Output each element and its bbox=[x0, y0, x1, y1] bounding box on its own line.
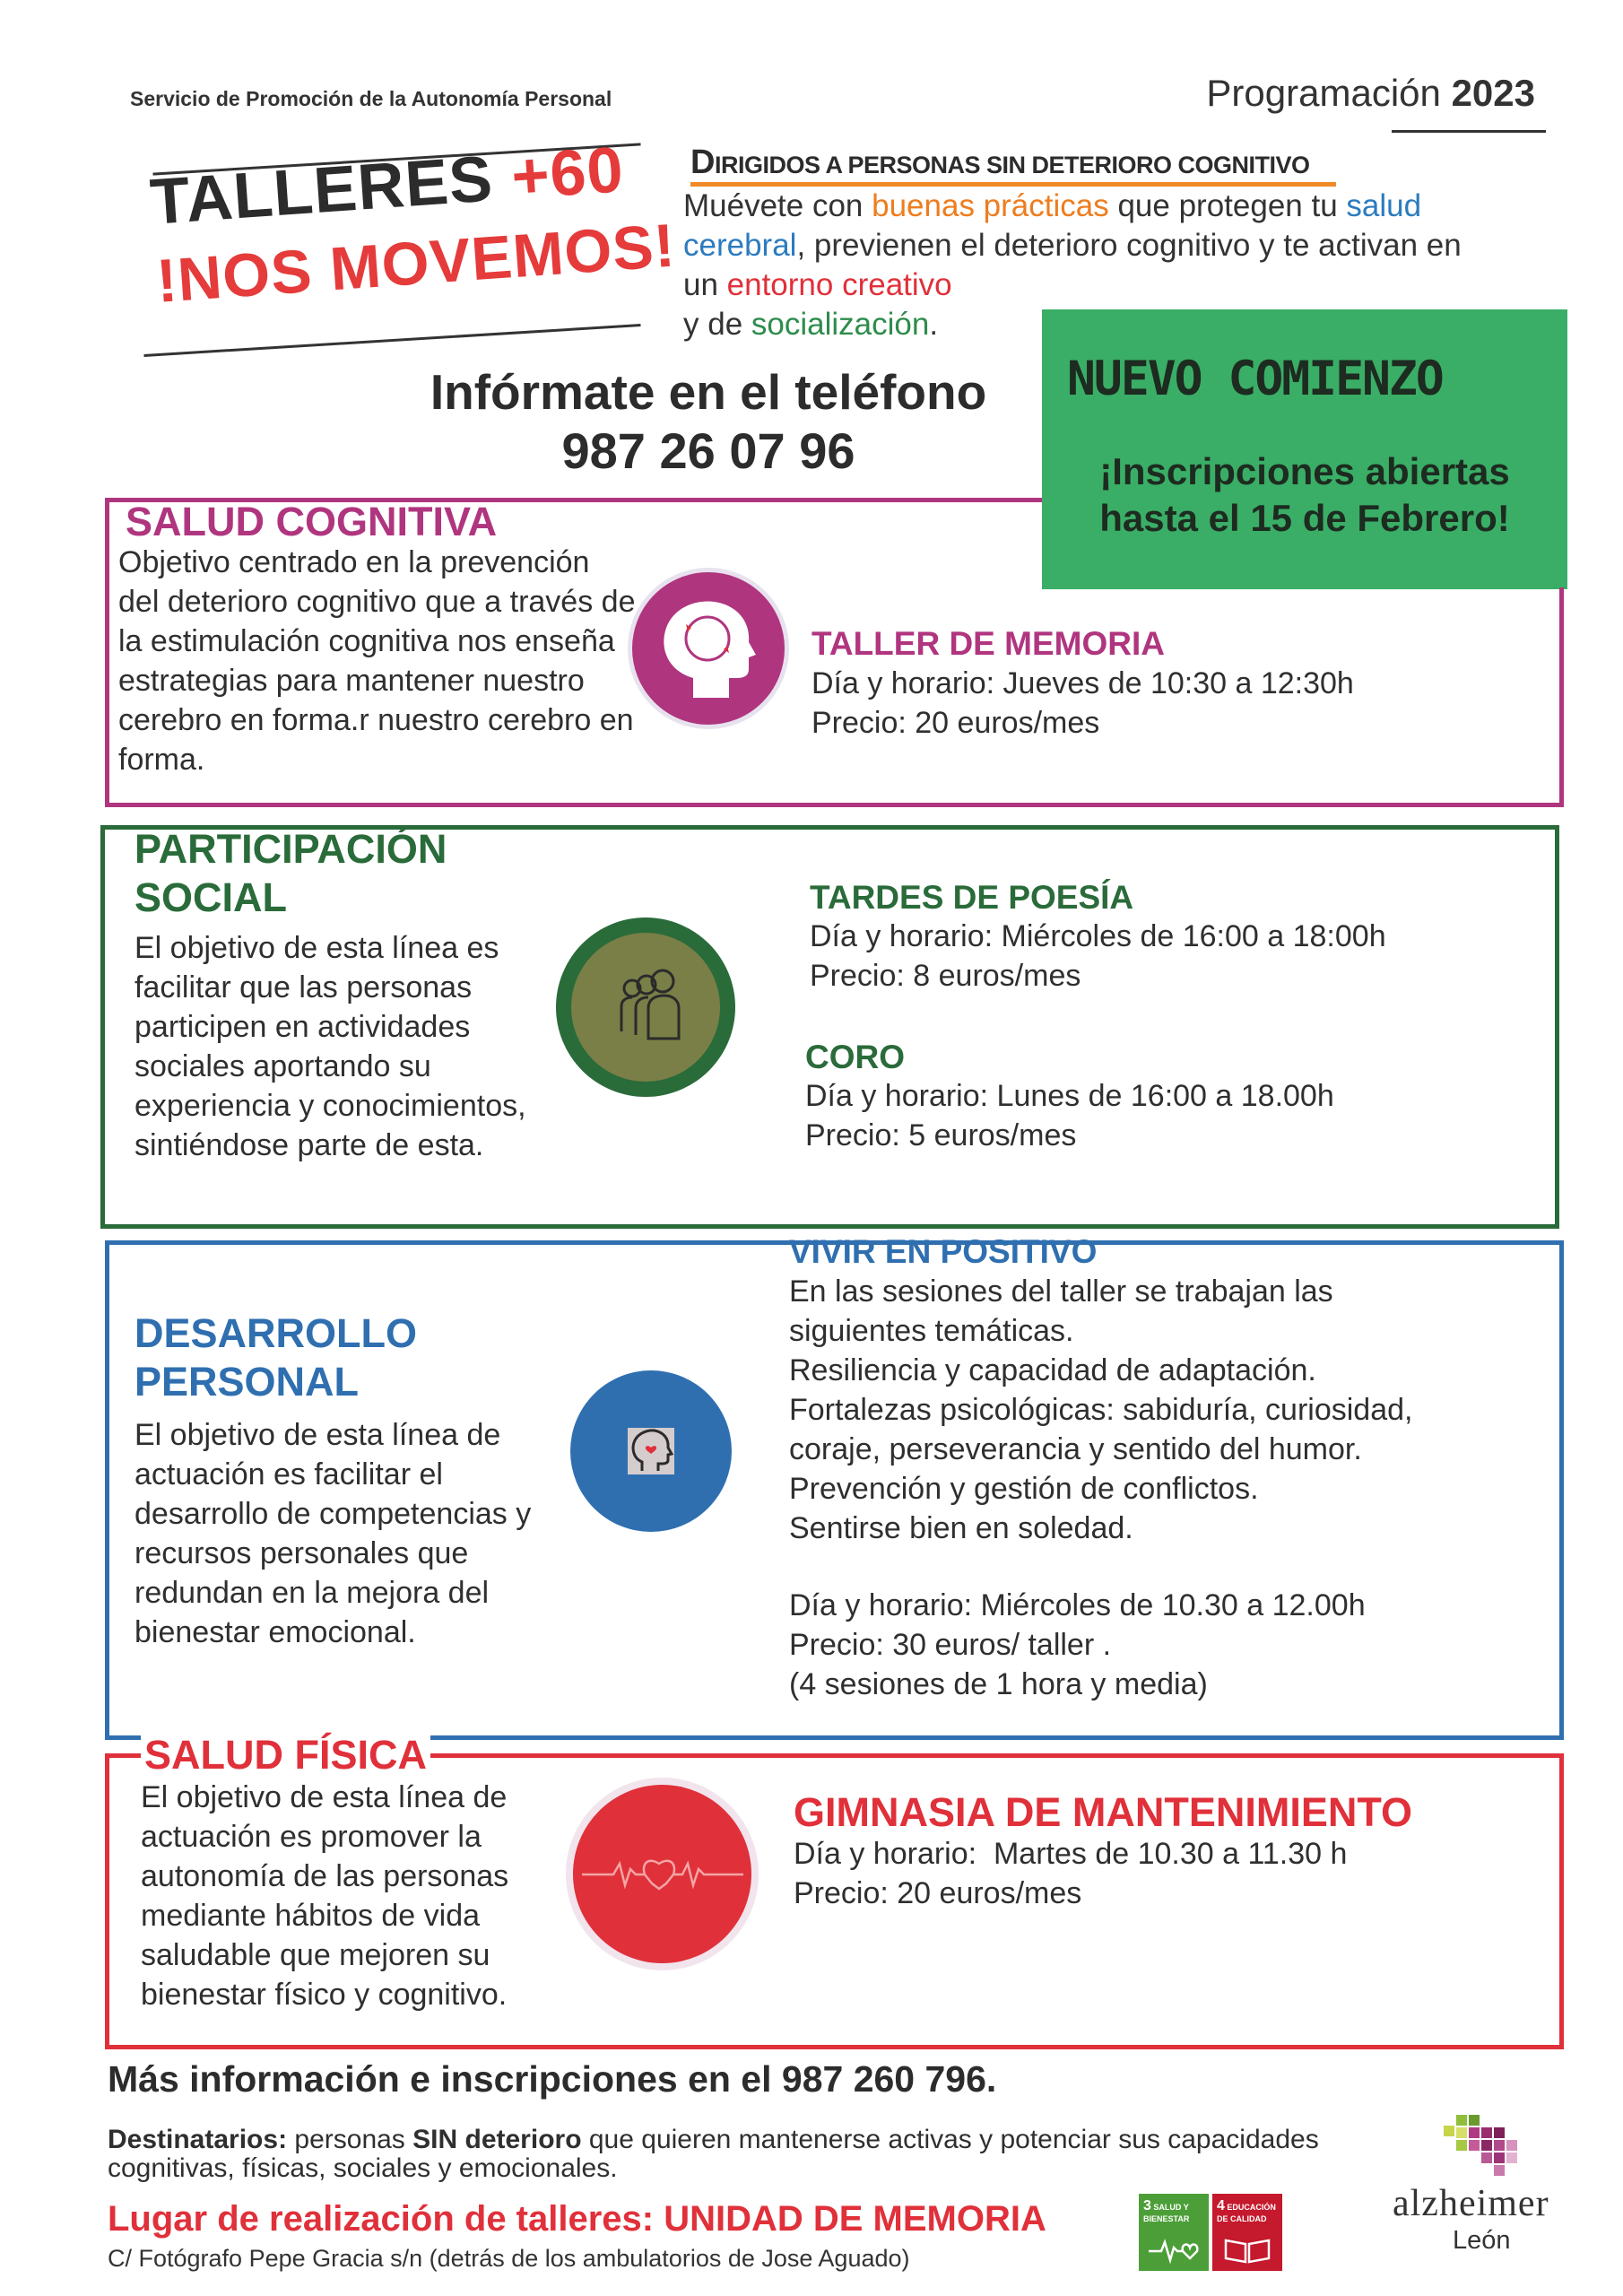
recipients-label: Destinatarios: bbox=[108, 2125, 288, 2154]
audience-heading-rest: IRIGIDOS A PERSONAS SIN DETERIORO COGNITIVO bbox=[714, 152, 1310, 178]
cognitive-border-bottom bbox=[105, 803, 1564, 807]
program-year: 2023 bbox=[1451, 72, 1535, 114]
sdg3-number: 3 bbox=[1143, 2198, 1151, 2213]
choir-workshop-price: Precio: 5 euros/mes bbox=[805, 1118, 1077, 1152]
alzheimer-logo-city: León bbox=[1453, 2226, 1511, 2255]
program-label bbox=[1206, 72, 1535, 115]
recipients-bold: SIN deterioro bbox=[412, 2125, 582, 2154]
positive-workshop-schedule: Día y horario: Miércoles de 10.30 a 12.00h bbox=[789, 1588, 1366, 1622]
memory-workshop-price: Precio: 20 euros/mes bbox=[812, 706, 1100, 740]
cognitive-description: Objetivo centrado en la prevención del deterioro cognitivo que a través de la estimulación cognitiva nos enseña estrategias para mantener nuestro cerebro en forma.r nuestro cerebro en forma. bbox=[118, 545, 636, 777]
banner-text bbox=[1042, 448, 1567, 542]
sdg4-book-icon bbox=[1220, 2233, 1274, 2266]
poetry-workshop-price: Precio: 8 euros/mes bbox=[810, 959, 1081, 993]
program-underline bbox=[1392, 130, 1546, 133]
positive-workshop-line: Prevención y gestión de conflictos. bbox=[789, 1472, 1259, 1506]
contact-phone[interactable]: 987 26 07 96 bbox=[561, 422, 855, 479]
positive-workshop-line: Sentirse bien en soledad. bbox=[789, 1511, 1133, 1545]
intro-part: . bbox=[929, 307, 939, 342]
people-group-svg bbox=[571, 933, 720, 1082]
positive-workshop-line: En las sesiones del taller se trabajan las bbox=[789, 1274, 1333, 1309]
intro-highlight-creative: entorno creativo bbox=[726, 267, 952, 302]
social-title-line-1: PARTICIPACIÓN bbox=[135, 826, 447, 872]
social-title bbox=[135, 825, 447, 922]
cognitive-title: SALUD COGNITIVA bbox=[126, 499, 498, 544]
personal-title-line-2: PERSONAL bbox=[135, 1359, 360, 1405]
heartbeat-circle bbox=[573, 1785, 751, 1963]
title-rule-bottom bbox=[143, 324, 640, 357]
physical-title: SALUD FÍSICA bbox=[141, 1731, 430, 1779]
recipients bbox=[108, 2126, 1381, 2183]
audience-heading bbox=[690, 144, 1310, 182]
gym-workshop-name: GIMNASIA DE MANTENIMIENTO bbox=[794, 1789, 1413, 1835]
cognitive-border-right bbox=[1559, 587, 1564, 807]
intro-highlight-brain: salud cerebral bbox=[683, 188, 1422, 263]
choir-workshop-name: CORO bbox=[805, 1039, 905, 1075]
memory-workshop-name: TALLER DE MEMORIA bbox=[812, 625, 1165, 662]
cognitive-border-left bbox=[105, 498, 109, 807]
memory-workshop-schedule: Día y horario: Jueves de 10:30 a 12:30h bbox=[812, 666, 1354, 700]
personal-description: El objetivo de esta línea de actuación es facilitar el desarrollo de competencias y recursos personales que redundan en la mejora del bienestar emocional. bbox=[135, 1418, 532, 1649]
positive-workshop-line: coraje, perseverancia y sentido del humor. bbox=[789, 1432, 1362, 1466]
more-info: Más información e inscripciones en el 987 260 796. bbox=[108, 2058, 997, 2100]
banner-line-2: hasta el 15 de Febrero! bbox=[1099, 497, 1510, 539]
intro-highlight-social: socialización bbox=[751, 307, 930, 342]
gym-workshop-schedule: Día y horario: Martes de 10.30 a 11.30 h bbox=[794, 1837, 1348, 1871]
poetry-workshop-schedule: Día y horario: Miércoles de 16:00 a 18:00h bbox=[810, 919, 1386, 953]
main-subtitle: !NOS MOVEMOS! bbox=[154, 211, 678, 316]
positive-workshop-line: Resiliencia y capacidad de adaptación. bbox=[789, 1353, 1316, 1387]
positive-workshop-line: Fortalezas psicológicas: sabiduría, curiosidad, bbox=[789, 1393, 1413, 1427]
positive-workshop-name: VIVIR EN POSITIVO bbox=[789, 1233, 1098, 1270]
sdg4-badge bbox=[1212, 2194, 1282, 2271]
head-heart-svg bbox=[570, 1370, 732, 1532]
venue: Lugar de realización de talleres: UNIDAD DE MEMORIA bbox=[108, 2199, 1046, 2239]
venue-address: C/ Fotógrafo Pepe Gracia s/n (detrás de los ambulatorios de Jose Aguado) bbox=[108, 2245, 910, 2272]
positive-workshop-price: Precio: 30 euros/ taller . bbox=[789, 1628, 1112, 1662]
head-cycle-svg bbox=[632, 572, 785, 725]
sdg4-number: 4 bbox=[1217, 2198, 1225, 2213]
choir-workshop-schedule: Día y horario: Lunes de 16:00 a 18.00h bbox=[805, 1079, 1334, 1113]
intro-part: y de bbox=[683, 307, 751, 342]
sdg3-badge bbox=[1139, 2194, 1209, 2271]
program-label-text: Programación bbox=[1206, 72, 1441, 114]
contact-heading: Infórmate en el teléfono bbox=[430, 364, 987, 420]
gym-workshop-price: Precio: 20 euros/mes bbox=[794, 1876, 1082, 1910]
sdg3-heartbeat-icon bbox=[1147, 2233, 1201, 2266]
social-description: El objetivo de esta línea es facilitar que las personas participen en actividades sociales aportando su experiencia y conocimientos, sintiéndose parte de esta. bbox=[135, 931, 526, 1162]
heartbeat-svg bbox=[573, 1785, 751, 1963]
service-name: Servicio de Promoción de la Autonomía Personal bbox=[130, 87, 612, 110]
personal-title bbox=[135, 1309, 417, 1406]
social-title-line-2: SOCIAL bbox=[135, 874, 288, 920]
personal-title-line-1: DESARROLLO bbox=[135, 1310, 417, 1356]
intro-part: que protegen tu bbox=[1108, 188, 1347, 223]
alzheimer-logo-mark bbox=[1435, 2108, 1524, 2188]
intro-highlight-practices: buenas prácticas bbox=[872, 188, 1109, 223]
recipients-text: personas bbox=[287, 2125, 413, 2154]
positive-workshop-line: siguientes temáticas. bbox=[789, 1314, 1074, 1348]
banner-line-1: ¡Inscripciones abiertas bbox=[1099, 450, 1510, 492]
people-group-icon bbox=[556, 918, 735, 1097]
main-title-prefix: TALLERES bbox=[148, 143, 496, 239]
head-cycle-icon bbox=[628, 568, 789, 729]
audience-heading-initial: D bbox=[690, 144, 715, 181]
physical-description: El objetivo de esta línea de actuación es promover la autonomía de las personas mediante hábitos de vida saludable que mejoren su bienestar físico y cognitivo. bbox=[141, 1780, 509, 2012]
poetry-workshop-name: TARDES DE POESÍA bbox=[810, 879, 1134, 916]
main-title-suffix: +60 bbox=[508, 134, 627, 213]
people-group-inner bbox=[571, 933, 720, 1082]
alzheimer-logo-name: alzheimer bbox=[1393, 2183, 1549, 2224]
positive-workshop-note: (4 sesiones de 1 hora y media) bbox=[789, 1667, 1208, 1701]
intro-part: Muévete con bbox=[683, 188, 872, 223]
recipients-text: que quieren mantenerse activas y potenciar sus capacidades cognitivas, físicas, sociales y emocionales. bbox=[108, 2125, 1319, 2183]
banner-title: NUEVO COMIENZO bbox=[1067, 352, 1443, 406]
sdg3-label: SALUD Y BIENESTAR bbox=[1143, 2203, 1190, 2223]
head-heart-icon bbox=[570, 1370, 732, 1532]
heartbeat-icon bbox=[566, 1778, 759, 1970]
intro-part: , previenen el deterioro cognitivo y te activan en un bbox=[683, 228, 1462, 302]
sdg4-label: EDUCACIÓN DE CALIDAD bbox=[1217, 2203, 1276, 2223]
